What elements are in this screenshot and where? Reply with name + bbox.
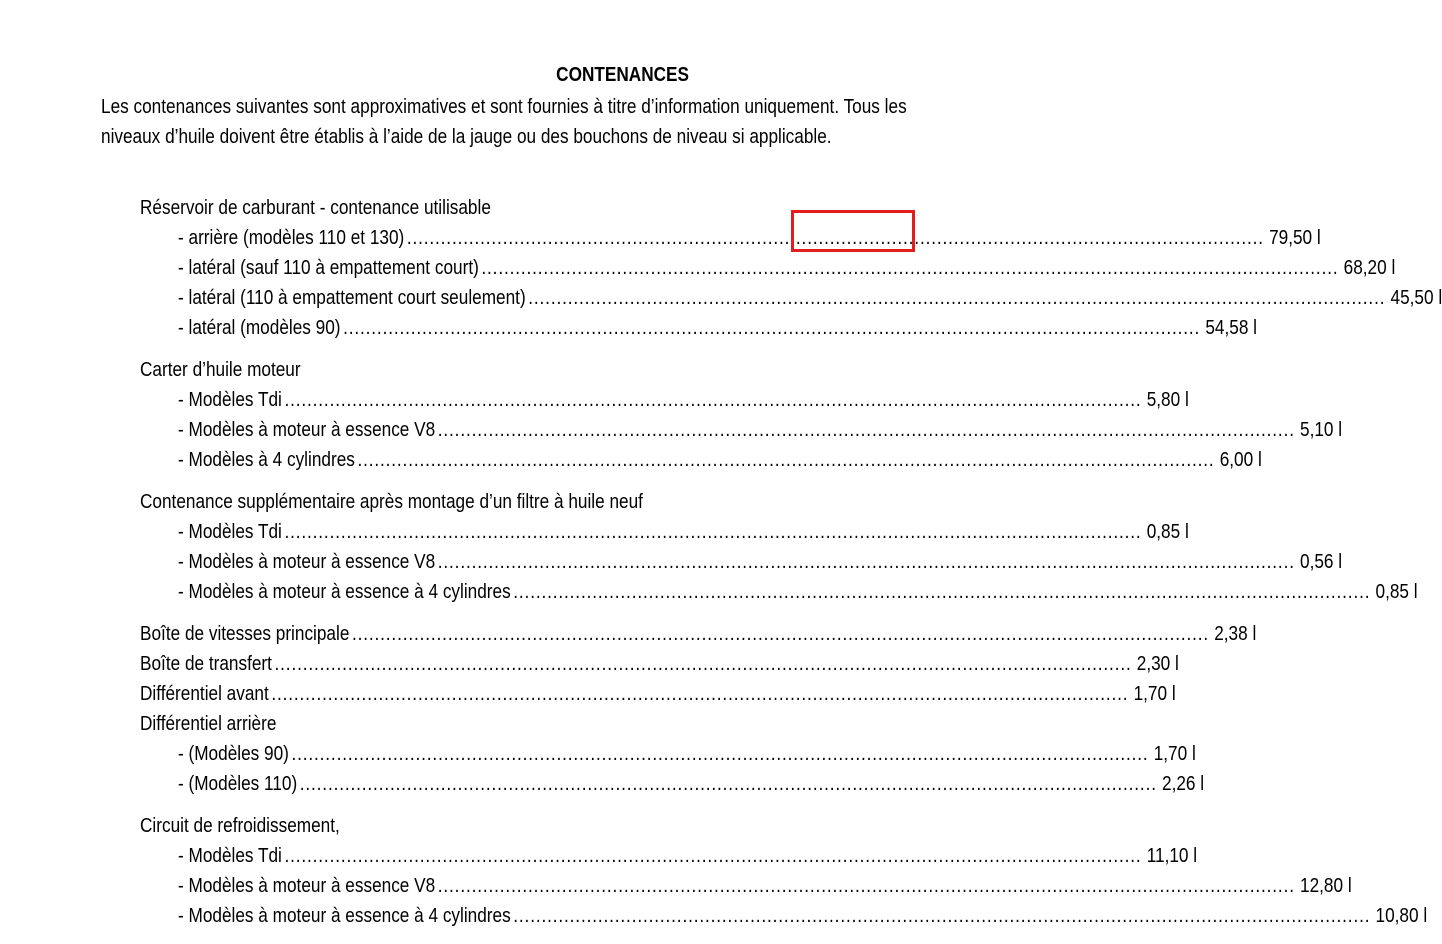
capacity-value: 0,56 l xyxy=(1300,551,1343,573)
capacity-row: - Modèles à moteur à essence à 4 cylindres ........................................................................................................................................................ 10,80 l xyxy=(178,901,1001,931)
leader-dots: ........................................................................................................................................................ xyxy=(437,551,1295,573)
leader-dots: ........................................................................................................................................................ xyxy=(284,845,1142,867)
capacity-row: - Modèles à moteur à essence V8 ........................................................................................................................................................ 5,10 l xyxy=(178,415,988,445)
capacity-row: - Modèles à moteur à essence V8 ........................................................................................................................................................ 12,80 l xyxy=(178,871,1001,901)
leader-dots: ........................................................................................................................................................ xyxy=(357,449,1215,471)
capacity-row: - latéral (sauf 110 à empattement court) ........................................................................................................................................................ 68,20 l xyxy=(178,253,1001,283)
intro-line: niveaux d’huile doivent être établis à l’aide de la jauge ou des bouchons de niveau si applicable. xyxy=(101,126,832,148)
capacity-row: - (Modèles 90) ........................................................................................................................................................ 1,70 l xyxy=(178,739,988,769)
capacity-row: - Modèles à moteur à essence à 4 cylindres ........................................................................................................................................................ 0,85 l xyxy=(178,577,988,607)
capacity-value: 0,85 l xyxy=(1146,521,1189,543)
capacity-row: - arrière (modèles 110 et 130) ........................................................................................................................................................ 79,50 l xyxy=(178,223,1001,253)
capacity-value: 2,30 l xyxy=(1136,653,1179,675)
page-title: CONTENANCES xyxy=(556,64,689,86)
capacity-value: 54,58 l xyxy=(1205,317,1257,339)
section-heading-engine-sump: Carter d’huile moteur xyxy=(140,359,301,381)
leader-dots: ........................................................................................................................................................ xyxy=(481,257,1339,279)
capacity-value: 10,80 l xyxy=(1375,905,1428,927)
capacity-value: 1,70 l xyxy=(1153,743,1196,765)
capacity-value: 12,80 l xyxy=(1300,875,1352,897)
capacity-row-main-gearbox: Boîte de vitesses principale ........................................................................................................................................................ 2,38 l xyxy=(140,619,994,649)
intro-line: Les contenances suivantes sont approximatives et sont fournies à titre d’information uniquement. Tous les xyxy=(101,96,907,118)
leader-dots: ........................................................................................................................................................ xyxy=(291,743,1149,765)
capacity-value: 11,10 l xyxy=(1146,845,1198,867)
capacity-row-transfer-box: Boîte de transfert ........................................................................................................................................................ 2,30 l xyxy=(140,649,994,679)
capacity-row-front-diff: Différentiel avant ........................................................................................................................................................ 1,70 l xyxy=(140,679,994,709)
capacity-row: - Modèles Tdi ........................................................................................................................................................ 5,80 l xyxy=(178,385,988,415)
capacity-row: - latéral (modèles 90) ........................................................................................................................................................ 54,58 l xyxy=(178,313,1001,343)
capacity-row: - Modèles à moteur à essence V8 ........................................................................................................................................................ 0,56 l xyxy=(178,547,988,577)
capacity-row: - Modèles Tdi ........................................................................................................................................................ 0,85 l xyxy=(178,517,988,547)
leader-dots: ........................................................................................................................................................ xyxy=(343,317,1201,339)
section-heading-fuel-tank: Réservoir de carburant - contenance utilisable xyxy=(140,197,491,219)
capacity-row: - Modèles Tdi ........................................................................................................................................................ 11,10 l xyxy=(178,841,1001,871)
leader-dots: ........................................................................................................................................................ xyxy=(513,905,1371,927)
capacity-row: - latéral (110 à empattement court seulement) ........................................................................................................................................................ 45,50 l xyxy=(178,283,1001,313)
capacity-row: - Modèles à 4 cylindres ........................................................................................................................................................ 6,00 l xyxy=(178,445,988,475)
capacity-value: 68,20 l xyxy=(1343,257,1396,279)
capacity-value: 5,80 l xyxy=(1146,389,1189,411)
leader-dots: ........................................................................................................................................................ xyxy=(274,653,1132,675)
section-heading-oil-filter: Contenance supplémentaire après montage d’un filtre à huile neuf xyxy=(140,491,643,513)
leader-dots: ........................................................................................................................................................ xyxy=(271,683,1129,705)
capacity-value: 2,26 l xyxy=(1162,773,1205,795)
leader-dots: ........................................................................................................................................................ xyxy=(284,389,1142,411)
intro-paragraph xyxy=(101,92,1111,152)
capacity-value: 5,10 l xyxy=(1300,419,1343,441)
leader-dots: ........................................................................................................................................................ xyxy=(437,875,1295,897)
leader-dots: ........................................................................................................................................................ xyxy=(284,521,1142,543)
capacity-value: 6,00 l xyxy=(1219,449,1262,471)
section-heading-cooling: Circuit de refroidissement, xyxy=(140,815,340,837)
leader-dots: ........................................................................................................................................................ xyxy=(299,773,1157,795)
leader-dots: ........................................................................................................................................................ xyxy=(528,287,1386,309)
section-heading-rear-diff: Différentiel arrière xyxy=(140,713,277,735)
leader-dots: ........................................................................................................................................................ xyxy=(351,623,1210,645)
leader-dots: ........................................................................................................................................................ xyxy=(437,419,1295,441)
capacity-value: 45,50 l xyxy=(1390,287,1442,309)
capacity-value: 79,50 l xyxy=(1269,227,1321,249)
capacity-value: 1,70 l xyxy=(1133,683,1176,705)
leader-dots: ........................................................................................................................................................ xyxy=(406,227,1264,249)
leader-dots: ........................................................................................................................................................ xyxy=(513,581,1371,603)
capacity-value: 0,85 l xyxy=(1375,581,1418,603)
capacity-row: - (Modèles 110) ........................................................................................................................................................ 2,26 l xyxy=(178,769,988,799)
highlight-box xyxy=(791,210,915,252)
capacity-value: 2,38 l xyxy=(1214,623,1257,645)
